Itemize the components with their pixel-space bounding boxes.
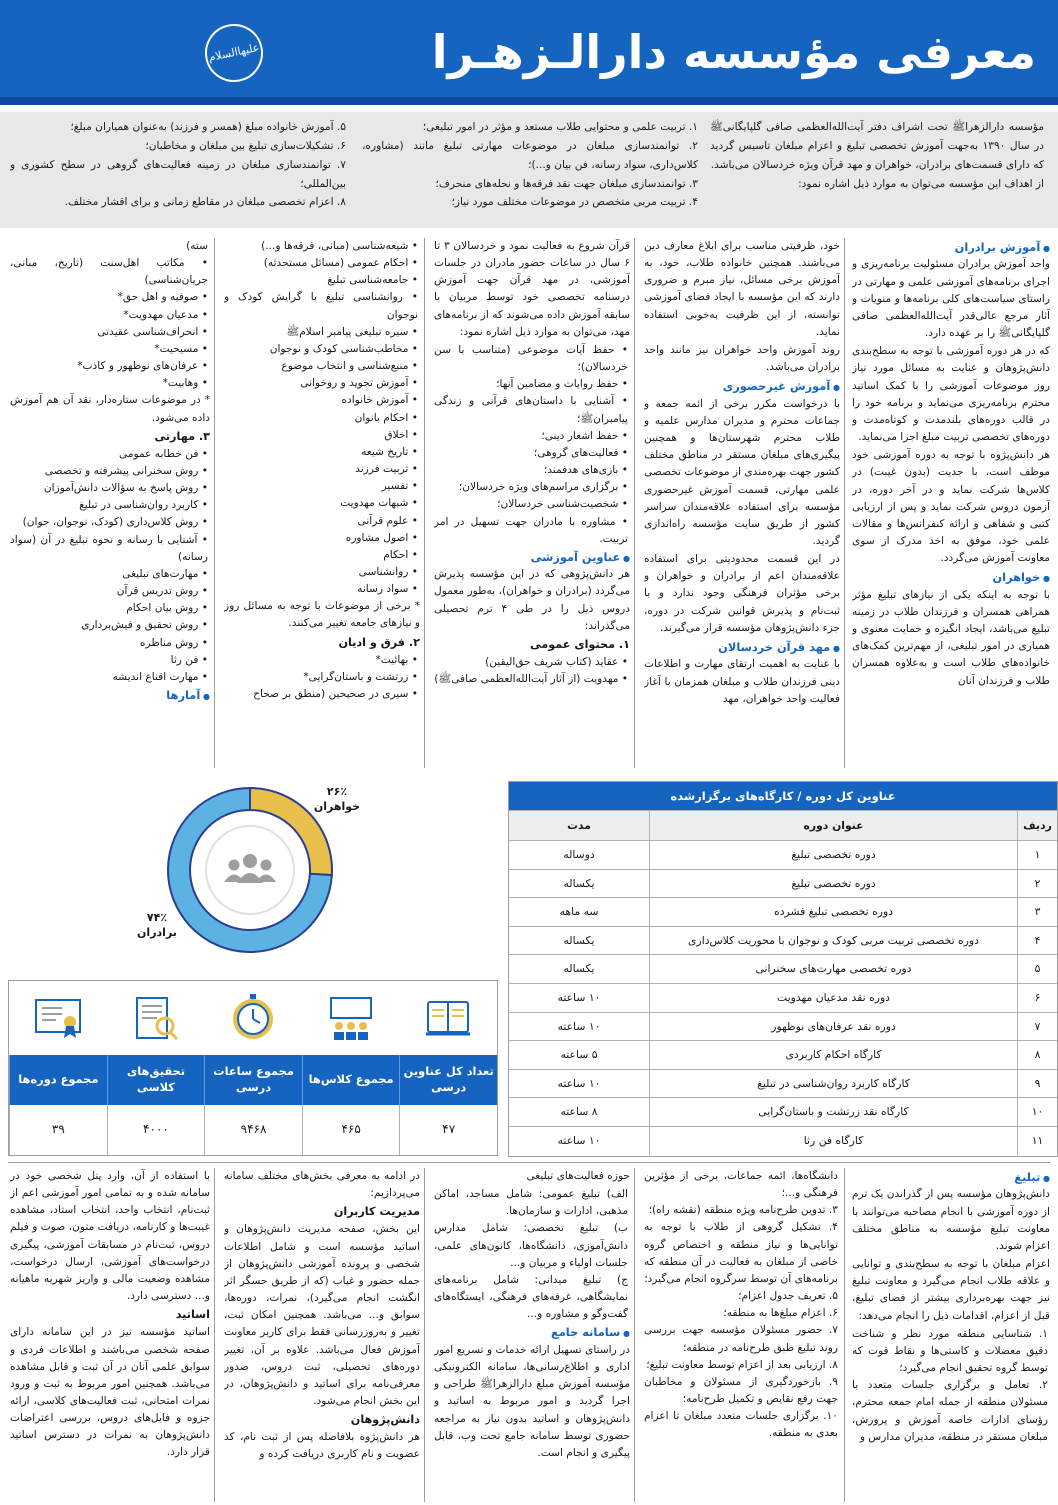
course-duration: سه ماهه bbox=[559, 905, 599, 919]
course-title: دوره تخصصی تبلیغ فشرده bbox=[649, 898, 1017, 926]
section-heading: ● آموزش غیرحضوری bbox=[644, 377, 840, 395]
article-col-5: سته) • مکاتب اهل‌سنت (تاریخ، مبانی، جریان‌شناسی) • صوفیه و اهل حق* • مدعیان مهدویت* • انحراف‌شناسی عقیدتی • مسیحیت* • عرفان‌های نوظهور و کاذب* • وهابیت* * در موضوعات ستاره‌دار، نقد آن هم آموزش داده می‌شود. ۳. مهارتی • فن خطابه عمومی • روش سخنرانی پیشرفته و تخصصی • روش پاسخ به سؤالات دانش‌آموزان • کاربرد روان‌شناسی در تبلیغ • روش کلاس‌داری (کودک، نوجوان، جوان) • آشنایی با رسانه و نحوه تبلیغ در آن (سواد رسانه) • مهارت‌های تبلیغی • روش تدریس قرآن • روش بیان احکام • روش تحقیق و فیش‌برداری • روش مناظره • فن رثا • مهارت اقناع اندیشه ● آمارها bbox=[10, 238, 210, 770]
course-title: دوره تخصصی تبلیغ bbox=[649, 841, 1017, 869]
course-title: کارگاه فن رثا bbox=[649, 1127, 1017, 1155]
page-title: معرفی مؤسسه دارالـزهـرا bbox=[431, 25, 1036, 79]
section-heading: ● عناوین آموزشی bbox=[434, 548, 630, 566]
donut-label-sisters: ۲۶٪ خواهران bbox=[313, 785, 361, 814]
table-row bbox=[509, 1069, 1057, 1098]
row-number: ۹ bbox=[1017, 1070, 1057, 1098]
table-row bbox=[509, 1097, 1057, 1126]
course-duration: ۸ ساعته bbox=[560, 1105, 598, 1119]
row-number: ۲ bbox=[1017, 870, 1057, 898]
courses-table bbox=[508, 781, 1058, 1157]
bottom-col-4: در ادامه به معرفی بخش‌های مختلف سامانه می‌پردازیم: مدیریت کاربران این بخش، صفحه مدیریت دانش‌پژوهان و اساتید مؤسسه است و شامل اطلاعات شخصی و پرونده آموزشی دانش‌پژوهان از جمله حضور و غیاب (که از طریق حسگر اثر انگشت انجام می‌گیرد)، نمرات، دوره‌ها، سوابق و... می‌باشد. همچنین امکان ثبت، تغییر و به‌روزرسانی فقط برای کاربر معاونت آموزش فعال می‌باشد. علاوه بر آن، تغییر دوره‌های تحصیلی، ثبت دروس، صدور معرفی‌نامه برای اساتید و دانش‌پژوهان، در این بخش انجام می‌شود. دانش‌پژوهان هر دانش‌پژوه بلافاصله پس از ثبت نام، کد عضویت و نام کاربری دریافت کرده و bbox=[224, 1170, 420, 1461]
row-number: ۷ bbox=[1017, 1013, 1057, 1041]
table-row bbox=[509, 1040, 1057, 1069]
bottom-col-1: ● تبلیغ دانش‌پژوهان مؤسسه پس از گذراندن یک ترم از دوره آموزشی با انجام مصاحبه می‌توانند با معاونت تبلیغ مؤسسه به مناطق مختلف اعزام شوند. اعزام مبلغان با توجه به سطح‌بندی و توانایی و علاقه طلاب انجام می‌گیرد و معاونت تبلیغ نیز جهت بهره‌برداری بیشتر از فضای تبلیغ، قبل از اعزام، اقدامات ذیل را انجام می‌دهد: ۱. شناسایی منطقه مورد نظر و شناخت دقیق معضلات و کاستی‌ها و نقاط قوت که توسط گروه تحقیق انجام می‌گیرد؛ ۲. تعامل و برگزاری جلسات متعدد با مسئولان منطقه از جمله امام جمعه محترم، رؤسای ادارات خاصه آموزش و پرورش، مبلغان مستقر در منطقه، مدیران مدارس و bbox=[852, 1168, 1050, 1502]
intro-col-3: ۵. آموزش خانواده مبلغ (همسر و فرزند) به‌عنوان همیاران مبلغ؛ ۶. تشکیلات‌سازی تبلیغ بین مبلغان و مخاطبان؛ ۷. توانمندسازی مبلغان در زمینه فعالیت‌های گروهی در سطح کشوری و بین‌المللی؛ ۸. اعزام تخصصی مبلغان در مقاطع زمانی و برای اقشار مختلف. bbox=[10, 121, 346, 209]
table-row bbox=[509, 897, 1057, 926]
course-duration: یکساله bbox=[563, 933, 595, 947]
sub-heading: دانش‌پژوهان bbox=[350, 1413, 420, 1427]
course-title: دوره نقد مدعیان مهدویت bbox=[649, 984, 1017, 1012]
section-heading: ● سامانه جامع bbox=[434, 1323, 630, 1341]
intro-col-2: ۱. تربیت علمی و محتوایی طلاب مستعد و مؤثر در امور تبلیغی؛ ۲. توانمندسازی مبلغان در موضوعات مهارتی تبلیغ مانند (مشاوره، کلاس‌داری، سواد رسانه، فن بیان و...)؛ ۳. توانمندسازی مبلغان جهت نقد فرقه‌ها و نحله‌های منحرف؛ ۴. تربیت مربی متخصص در موضوعات مختلف مورد نیاز؛ bbox=[362, 121, 698, 209]
course-title: دوره تخصصی تربیت مربی کودک و نوجوان با محوریت کلاس‌داری bbox=[649, 927, 1017, 955]
classroom-icon bbox=[302, 981, 400, 1055]
course-duration: یکساله bbox=[563, 962, 595, 976]
row-number: ۱۱ bbox=[1017, 1127, 1057, 1155]
row-number: ۴ bbox=[1017, 927, 1057, 955]
honorific-seal: علیهاالسلام bbox=[200, 19, 269, 88]
statistics-panel bbox=[8, 980, 498, 1156]
table-header: ردیف عنوان دوره مدت bbox=[509, 810, 1057, 840]
course-duration: ۱۰ ساعته bbox=[557, 1076, 601, 1090]
stat-label: تعداد کل عناوین درسی bbox=[399, 1055, 497, 1105]
table-row bbox=[509, 954, 1057, 983]
row-number: ۳ bbox=[1017, 898, 1057, 926]
article-col-2: خود، ظرفیتی مناسب برای ابلاغ معارف دین می‌باشند. همچنین خانواده طلاب، خود، به آموزش برخی مسائل، نیاز مبرم و ضروری دارند که این مؤسسه با ایجاد فضای آموزشی توانسته، از این ظرفیت به‌خوبی استفاده نماید. روند آموزش واحد خواهران نیز مانند واحد برادران می‌باشد. ● آموزش غیرحضوری با درخواست مکرر برخی از ائمه جمعه و جماعات محترم و مدیران مدارس علمیه و طلاب محترم شهرستان‌ها و همچنین پیگیری‌های مبلغان مستقر در مناطق مختلف کشور جهت بهره‌مندی از موضوعات تخصصی علمی مهارتی، قسمت آموزش غیرحضوری مؤسسه برای استفاده علاقه‌مندان سراسر کشور از طریق سایت مؤسسه راه‌اندازی گردید. در این قسمت محدودیتی برای استفاده علاقه‌مندان اعم از برادران و خواهران و برخی مؤثران فرهنگی وجود ندارد و با ثبت‌نام و پذیرش قوانین شرکت در دوره، جزء دانش‌پژوهان مؤسسه قرار می‌گیرند. ● مهد قرآن خردسالان با عنایت به اهمیت ارتقای مهارت و اطلاعات دینی فرزندان طلاب و مبلغان همزمان با آغاز فعالیت واحد خواهران، مهد bbox=[644, 238, 840, 770]
row-number: ۱ bbox=[1017, 841, 1057, 869]
table-row bbox=[509, 926, 1057, 955]
article-col-3: قرآن شروع به فعالیت نمود و خردسالان ۳ تا ۶ سال در ساعات حضور مادران در جلسات آموزشی، در مهد قرآن جهت آموزش درسنامه تخصصی خود توسط مربیان با سابقه آموزش داده می‌شوند که از برنامه‌های مهد، می‌توان به موارد ذیل اشاره نمود: • حفظ آیات موضوعی (متناسب با سن خردسالان)؛ • حفظ روایات و مضامین آنها؛ • آشنایی با داستان‌های قرآنی و زندگی پیامبرانﷺ؛ • حفظ اشعار دینی؛ • فعالیت‌های گروهی؛ • بازی‌های هدفمند؛ • برگزاری مراسم‌های ویژه خردسالان؛ • شخصیت‌شناسی خردسالان؛ • مشاوره با مادران جهت تسهیل در امر تربیت. ● عناوین آموزشی هر دانش‌پژوهی که در این مؤسسه پذیرش می‌گردد (برادران و خواهران)، به‌طور معمول دروس ذیل را در طی ۴ ترم تحصیلی می‌گذراند: ۱. محتوای عمومی • عقاید (کتاب شریف حق‌الیقین) • مهدویت (از آثار آیت‌الله‌العظمی صافیﷺ) bbox=[434, 238, 630, 770]
research-icon bbox=[107, 981, 205, 1055]
course-title: کارگاه نقد زرتشت و باستان‌گرایی bbox=[649, 1098, 1017, 1126]
table-title: عناوین کل دوره / کارگاه‌های برگزارشده bbox=[509, 782, 1057, 810]
course-duration: یکساله bbox=[563, 876, 595, 890]
section-heading: ● آموزش برادران bbox=[852, 238, 1050, 256]
article-col-1: ● آموزش برادران واحد آموزش برادران مسئولیت برنامه‌ریزی و اجرای برنامه‌های آموزشی علمی و مهارتی در راستای سیاست‌های کلی برنامه‌ها و منویات و آثار مرجع عالی‌قدر آیت‌الله‌العظمی صافی گلپایگانیﷺ را بر عهده دارد. که در هر دوره آموزشی با توجه به سطح‌بندی دانش‌پژوهان و عنایت به مسائل مورد نیاز روز موضوعات آموزشی را با کمک اساتید محترم برنامه‌ریزی می‌نماید و برنامه خود را در قالب دوره‌های بلندمدت و کوتاه‌مدت و دوره‌های تخصصی تربیت مبلغ اجرا می‌نماید. هر دانش‌پژوه با توجه به دوره آموزشی خود موظف است، با جدیت (بدون غیبت) در کلاس‌ها شرکت نماید و در آخر دوره، در آزمون دروس شرکت نماید و پس از ارزیابی کتبی و شفاهی و ارائه کنفرانس‌ها و مقالات علمی خود، موفق به اخذ مدرک از سوی معاونت آموزش می‌گردد. ● خواهران با توجه به اینکه یکی از نیازهای تبلیغ مؤثر همراهی همسران و فرزندان طلاب در زمینه تبلیغ می‌باشد، ایجاد انگیزه و حمایت معنوی و همیاری در امور تبلیغی، از مهم‌ترین کمک‌های خانواده‌های طلاب است و به‌علاوه همسران طلاب و فرزندان آنان bbox=[852, 238, 1050, 770]
course-duration: ۱۰ ساعته bbox=[557, 991, 601, 1005]
book-icon bbox=[399, 981, 497, 1055]
stat-label: مجموع ساعات درسی bbox=[204, 1055, 302, 1105]
stat-value: ۹۴۶۸ bbox=[204, 1105, 302, 1155]
stat-label: مجموع دوره‌ها bbox=[9, 1055, 107, 1105]
stat-value: ۴۶۵ bbox=[302, 1105, 400, 1155]
section-heading: ● آمارها bbox=[10, 686, 210, 704]
table-row bbox=[509, 840, 1057, 869]
course-title: کارگاه کاربرد روان‌شناسی در تبلیغ bbox=[649, 1070, 1017, 1098]
row-number: ۸ bbox=[1017, 1041, 1057, 1069]
course-duration: ۱۰ ساعته bbox=[557, 1019, 601, 1033]
sub-heading: اساتید bbox=[175, 1308, 210, 1322]
header-banner bbox=[0, 0, 1058, 105]
course-duration: ۱۰ ساعته bbox=[557, 1133, 601, 1147]
certificate-icon bbox=[9, 981, 107, 1055]
course-title: کارگاه احکام کاربردی bbox=[649, 1041, 1017, 1069]
course-duration: ۵ ساعته bbox=[560, 1048, 598, 1062]
sub-heading: ۳. مهارتی bbox=[154, 429, 210, 443]
clock-icon bbox=[204, 981, 302, 1055]
table-row bbox=[509, 1126, 1057, 1155]
article-col-4: • شیعه‌شناسی (مبانی، فرقه‌ها و...) • احکام عمومی (مسائل مستحدثه) • جامعه‌شناسی تبلیغ • روانشناسی تبلیغ با گرایش کودک و نوجوان • سیره تبلیغی پیامبر اسلامﷺ • مخاطب‌شناسی کودک و نوجوان • منبع‌شناسی و انتخاب موضوع • آموزش تجوید و روخوانی • آموزش خانواده • احکام بانوان • اخلاق • تاریخ شیعه • تربیت فرزند • تفسیر • شبهات مهدویت • علوم قرآنی • اصول مشاوره • احکام • روانشناسی • سواد رسانه * برخی از موضوعات با توجه به مسائل روز و نیازهای جامعه تغییر می‌کنند. ۲. فرق و ادیان • بهائیت* • زرتشت و باستان‌گرایی* • سیری در صحیحین (منطق بر صحاح bbox=[224, 240, 420, 701]
row-number: ۶ bbox=[1017, 984, 1057, 1012]
table-row bbox=[509, 869, 1057, 898]
course-title: دوره نقد عرفان‌های نوظهور bbox=[649, 1013, 1017, 1041]
bottom-col-5: با استفاده از آن، وارد پنل شخصی خود در سامانه شده و به تمامی امور آموزشی اعم از ثبت‌نام، انتخاب واحد، انتخاب استاد، مشاهده غیبت‌ها و کارنامه، دریافت متون، صوت و فیلم دروس، ثبت‌نام در مسابقات آموزشی، پیگیری درخواست‌های آموزشی، ارسال درخواست، مشاهده وضعیت مالی و واریز شهریه ماهیانه و... دسترسی دارد. اساتید اساتید مؤسسه نیز در این سامانه دارای صفحه شخصی می‌باشند و اطلاعات فردی و سوابق علمی آنان در آن ثبت و قابل مشاهده می‌باشد. همچنین امور مربوط به ثبت و ورود نمرات امتحانی، ثبت فعالیت‌های کلاسی، ارائه جزوه و فایل‌های دروس، بررسی اعتراضات دانش‌پژوهان به نمرات در دسترس اساتید قرار دارد. bbox=[10, 1170, 210, 1459]
course-title: دوره تخصصی تبلیغ bbox=[649, 870, 1017, 898]
intro-col-1: مؤسسه دارالزهراﷺ تحت اشراف دفتر آیت‌الله‌العظمی صافی گلپایگانیﷺ در سال ۱۳۹۰ به‌جهت آموزش تخصصی تبلیغ و اعزام مبلغان تاسیس گردید که دارای قسمت‌های برادران، خواهران و مهد قرآن ویژه خردسالان می‌باشد. از اهداف این مؤسسه می‌توان به موارد ذیل اشاره نمود: bbox=[710, 121, 1044, 190]
course-duration: دوساله bbox=[563, 848, 595, 862]
section-heading: ● مهد قرآن خردسالان bbox=[644, 638, 840, 656]
section-heading: ● خواهران bbox=[852, 568, 1050, 586]
row-number: ۵ bbox=[1017, 955, 1057, 983]
stat-label: تحقیق‌های کلاسی bbox=[107, 1055, 205, 1105]
sub-heading: مدیریت کاربران bbox=[333, 1205, 420, 1219]
bottom-col-3: حوزه فعالیت‌های تبلیغی الف) تبلیغ عمومی: شامل مساجد، اماکن مذهبی، ادارات و سازمان‌ها. ب) تبلیغ تخصصی: شامل مدارس دانش‌آموزی، دانشگاه‌ها، کانون‌های علمی، جلسات اولیاء و مربیان و... ج) تبلیغ میدانی: شامل برنامه‌های نمایشگاهی، غرفه‌های فرهنگی، ایستگاه‌های گفت‌وگو و مشاوره و... ● سامانه جامع در راستای تسهیل ارائه خدمات و تسریع امور اداری و اطلاع‌رسانی‌ها، سامانه الکترونیکی مؤسسه آموزش مبلغ دارالزهراﷺ طراحی و اجرا گردید و امور مربوط به اساتید و دانش‌پژوهان و اساتید بدون نیاز به مراجعه حضوری توسط سامانه جامع تحت وب، قابل پیگیری و انجام است. bbox=[434, 1168, 630, 1502]
donut-center bbox=[206, 826, 294, 914]
stat-value: ۳۹ bbox=[9, 1105, 107, 1155]
course-title: دوره تخصصی مهارت‌های سخنرانی bbox=[649, 955, 1017, 983]
intro-box bbox=[0, 112, 1058, 228]
section-heading: ● تبلیغ bbox=[852, 1168, 1050, 1186]
sub-heading: ۲. فرق و ادیان bbox=[338, 635, 420, 649]
donut-label-brothers: ۷۴٪ برادران bbox=[137, 911, 177, 940]
stat-value: ۴۰۰۰ bbox=[107, 1105, 205, 1155]
table-row bbox=[509, 1012, 1057, 1041]
stat-label: مجموع کلاس‌ها bbox=[302, 1055, 400, 1105]
table-row bbox=[509, 983, 1057, 1012]
sub-heading: ۱. محتوای عمومی bbox=[530, 637, 630, 651]
stat-value: ۴۷ bbox=[399, 1105, 497, 1155]
row-number: ۱۰ bbox=[1017, 1098, 1057, 1126]
bottom-col-2: دانشگاه‌ها، ائمه جماعات، برخی از مؤثرین فرهنگی و...؛ ۳. تدوین طرح‌نامه ویژه منطقه (نقشه راه)؛ ۴. تشکیل گروهی از طلاب با توجه به توانایی‌ها و نیاز منطقه و اختصاص گروه خاصی از مبلغان به فعالیت در آن منطقه که برنامه‌های آن توسط سرگروه انجام می‌گیرد؛ ۵. تعریف جدول اعزام؛ ۶. اعزام مبلغ‌ها به منطقه؛ ۷. حضور مسئولان مؤسسه جهت بررسی روند تبلیغ طبق طرح‌نامه در منطقه؛ ۸. ارزیابی بعد از اعزام توسط معاونت تبلیغ؛ ۹. بازخوردگیری از مسئولان و مخاطبان جهت رفع نقایص و تکمیل طرح‌نامه؛ ۱۰. برگزاری جلسات متعدد مبلغان تا اعزام بعدی به منطقه. bbox=[644, 1170, 838, 1440]
